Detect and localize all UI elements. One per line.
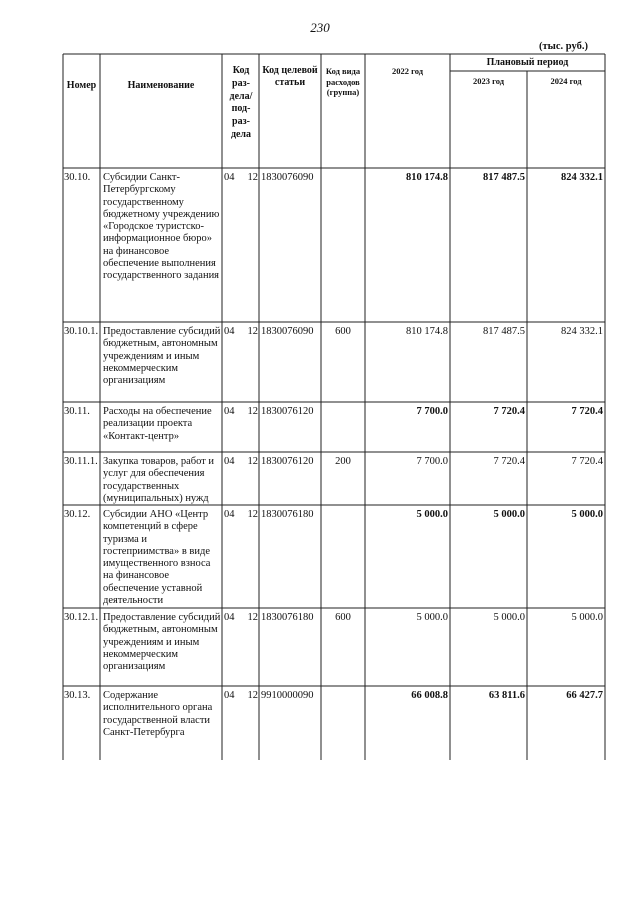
cell-name: Содержание исполнительного органа государственной власти Санкт-Петербурга — [103, 690, 213, 738]
cell-y2022: 7 700.0 — [416, 406, 448, 417]
cell-y2022: 810 174.8 — [406, 172, 448, 183]
header-planning-period: Плановый период — [486, 57, 569, 68]
header-year-2022: 2022 год — [391, 66, 424, 76]
cell-rz: 04 — [224, 509, 235, 520]
cell-y2022: 810 174.8 — [406, 326, 448, 337]
cell-csr: 9910000090 — [261, 690, 314, 701]
header-year-2024: 2024 год — [550, 76, 582, 86]
cell-y2023: 7 720.4 — [493, 406, 525, 417]
cell-y2024: 7 720.4 — [571, 456, 603, 467]
cell-y2024: 824 332.1 — [561, 172, 603, 183]
cell-y2023: 63 811.6 — [488, 690, 525, 701]
page-number: 230 — [310, 20, 330, 35]
cell-y2023: 5 000.0 — [493, 612, 525, 623]
cell-y2024: 5 000.0 — [571, 509, 603, 520]
header-year-2023: 2023 год — [472, 76, 505, 86]
cell-num: 30.12. — [64, 509, 91, 520]
cell-pr: 12 — [247, 172, 258, 183]
cell-y2024: 824 332.1 — [561, 326, 603, 337]
cell-pr: 12 — [247, 456, 258, 467]
cell-rz: 04 — [224, 456, 235, 467]
cell-num: 30.11.1. — [64, 456, 98, 467]
cell-pr: 12 — [247, 509, 258, 520]
header-number: Номер — [66, 80, 97, 91]
cell-y2023: 7 720.4 — [493, 456, 525, 467]
cell-y2022: 5 000.0 — [416, 612, 448, 623]
cell-y2023: 817 487.5 — [483, 172, 525, 183]
cell-y2023: 817 487.5 — [483, 326, 525, 337]
cell-y2024: 7 720.4 — [571, 406, 603, 417]
cell-pr: 12 — [247, 326, 258, 337]
units-label: (тыс. руб.) — [539, 41, 588, 52]
cell-vr: 600 — [335, 612, 351, 623]
cell-num: 30.10. — [64, 172, 91, 183]
cell-pr: 12 — [247, 612, 258, 623]
cell-rz: 04 — [224, 612, 235, 623]
cell-name: Предоставление субсидий бюджетным, автономным учреждениям и иным некоммерческим организациям — [103, 326, 221, 387]
header-target-code: Код целевой статьи — [262, 65, 318, 88]
cell-vr: 200 — [335, 456, 351, 467]
cell-pr: 12 — [247, 406, 258, 417]
cell-csr: 1830076120 — [261, 406, 314, 417]
cell-csr: 1830076120 — [261, 456, 314, 467]
cell-name: Предоставление субсидий бюджетным, автономным учреждениям и иным некоммерческим организациям — [103, 612, 221, 673]
cell-y2022: 7 700.0 — [416, 456, 448, 467]
cell-y2023: 5 000.0 — [493, 509, 525, 520]
cell-num: 30.10.1. — [64, 326, 99, 337]
cell-rz: 04 — [224, 690, 235, 701]
cell-rz: 04 — [224, 326, 235, 337]
cell-name: Расходы на обеспечение реализации проекта «Контакт-центр» — [103, 406, 212, 442]
cell-y2024: 5 000.0 — [571, 612, 603, 623]
cell-csr: 1830076180 — [261, 612, 314, 623]
header-name: Наименование — [127, 80, 195, 91]
cell-num: 30.11. — [64, 406, 90, 417]
cell-rz: 04 — [224, 172, 235, 183]
cell-y2022: 66 008.8 — [411, 690, 448, 701]
cell-name: Субсидии АНО «Центр компетенций в сфере туризма и гостеприимства» в виде имущественного взноса на финансовое обеспечение уставной деятельности — [103, 509, 211, 607]
cell-vr: 600 — [335, 326, 351, 337]
cell-y2024: 66 427.7 — [566, 690, 603, 701]
cell-rz: 04 — [224, 406, 235, 417]
cell-name: Закупка товаров, работ и услуг для обеспечения государственных (муниципальных) нужд — [103, 456, 215, 504]
header-expense-type-code: Код вида расходов (группа) — [325, 66, 361, 97]
cell-y2022: 5 000.0 — [416, 509, 448, 520]
cell-num: 30.13. — [64, 690, 91, 701]
cell-num: 30.12.1. — [64, 612, 99, 623]
cell-pr: 12 — [247, 690, 258, 701]
cell-csr: 1830076090 — [261, 326, 314, 337]
header-section-code: Код раз-дела/ под-раз-дела — [229, 65, 253, 140]
cell-csr: 1830076090 — [261, 172, 314, 183]
cell-csr: 1830076180 — [261, 509, 314, 520]
cell-name: Субсидии Санкт-Петербургскому государственному бюджетному учреждению «Городское туристско-информационное бюро» на финансовое обеспечение выполнения государственного задания — [103, 172, 220, 282]
